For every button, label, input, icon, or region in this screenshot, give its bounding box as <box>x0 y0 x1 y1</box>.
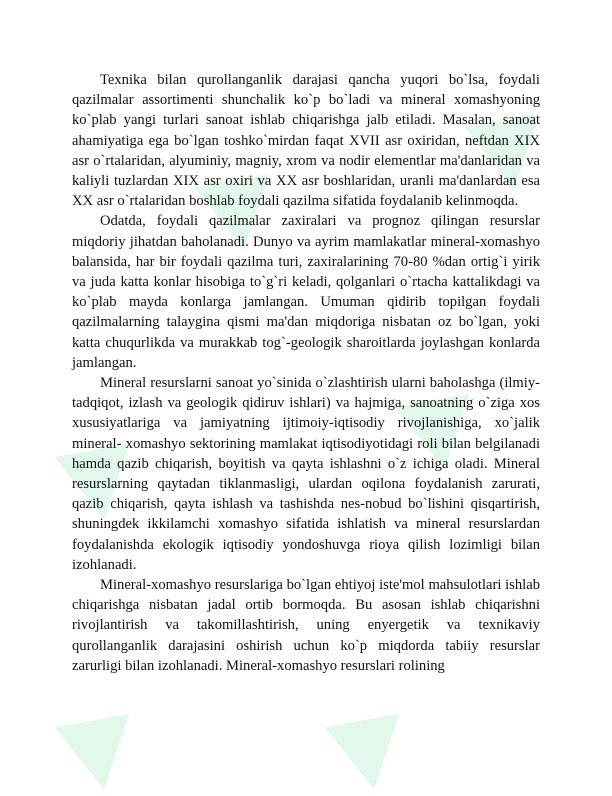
document-body <box>72 70 540 676</box>
paragraph: Mineral resurslarni sanoat yo`sinida o`zlashtirish ularni baholashga (ilmiy- tadqiqot, izlash va geologik qidiruv ishlari) va hajmiga, sanoatning o`ziga xos xususiyatlariga va jamiyatning ijtimoiy-iqtisodiy rivojlanishiga, xo`jalik mineral- xomashyo sektorining mamlakat iqtisodiyotidagi roli bilan belgilanadi hamda qazib chiqarish, boyitish va qayta ishlashni o`z ichiga oladi. Mineral resurslarning qaytadan tiklanmasligi, ulardan oqilona foydalanish zarurati, qazib chiqarish, qayta ishlash va tashishda nes-nobud bo`lishini qisqartirish, shuningdek ikkilamchi xomashyo sifatida ishlatish va mineral resurslardan foydalanishda ekologik iqtisodiy yondoshuvga rioya qilish lozimligi bilan izohlanadi. <box>72 375 540 573</box>
paragraph: Texnika bilan qurollanganlik darajasi qancha yuqori bo`lsa, foydali qazilmalar assortimenti shunchalik ko`p bo`ladi va mineral xomashyoning ko`plab yangi turlari sanoat ishlab chiqarishga jalb etiladi. Masalan, sanoat ahamiyatiga ega bo`lgan toshko`mirdan faqat XVII asr oxiridan, neftdan XIX asr o`rtalaridan, alyuminiy, magniy, xrom va nodir elementlar ma'danlaridan va kaliyli tuzlardan XIX asr oxiri va XX asr boshlaridan, uranli ma'danlardan esa XX asr o`rtalaridan boshlab foydali qazilma sifatida foydalanib kelinmoqda. <box>72 72 540 210</box>
paragraph: Mineral-xomashyo resurslariga bo`lgan ehtiyoj iste'mol mahsulotlari ishlab chiqarishga nisbatan jadal ortib bormoqda. Bu asosan ishlab chiqarishni rivojlantirish va takomillashtirish, uning enyergetik va texnikaviy qurollanganlik darajasini oshirish uchun ko`p miqdorda tabiiy resurslar zarurligi bilan izohlanadi. Mineral-xomashyo resurslari rolining <box>72 577 540 674</box>
watermark-arrow-icon <box>54 714 141 796</box>
watermark-arrow-icon <box>324 714 411 796</box>
paragraph: Odatda, foydali qazilmalar zaxiralari va prognoz qilingan resurslar miqdoriy jihatdan baholanadi. Dunyo va ayrim mamlakatlar mineral-xomashyo balansida, har bir foydali qazilma turi, zaxiralarining 70-80 %dan ortig`i yirik va juda katta konlar hisobiga to`g`ri keladi, qolganlari o`rtacha kattalikdagi va ko`plab mayda konlarga jamlangan. Umuman qidirib topilgan foydali qazilmalarning talaygina qismi ma'dan miqdoriga nisbatan oz bo`lgan, yoki katta chuqurlikda va murakkab tog`-geologik sharoitlarda joylashgan konlarda jamlangan. <box>72 213 540 371</box>
